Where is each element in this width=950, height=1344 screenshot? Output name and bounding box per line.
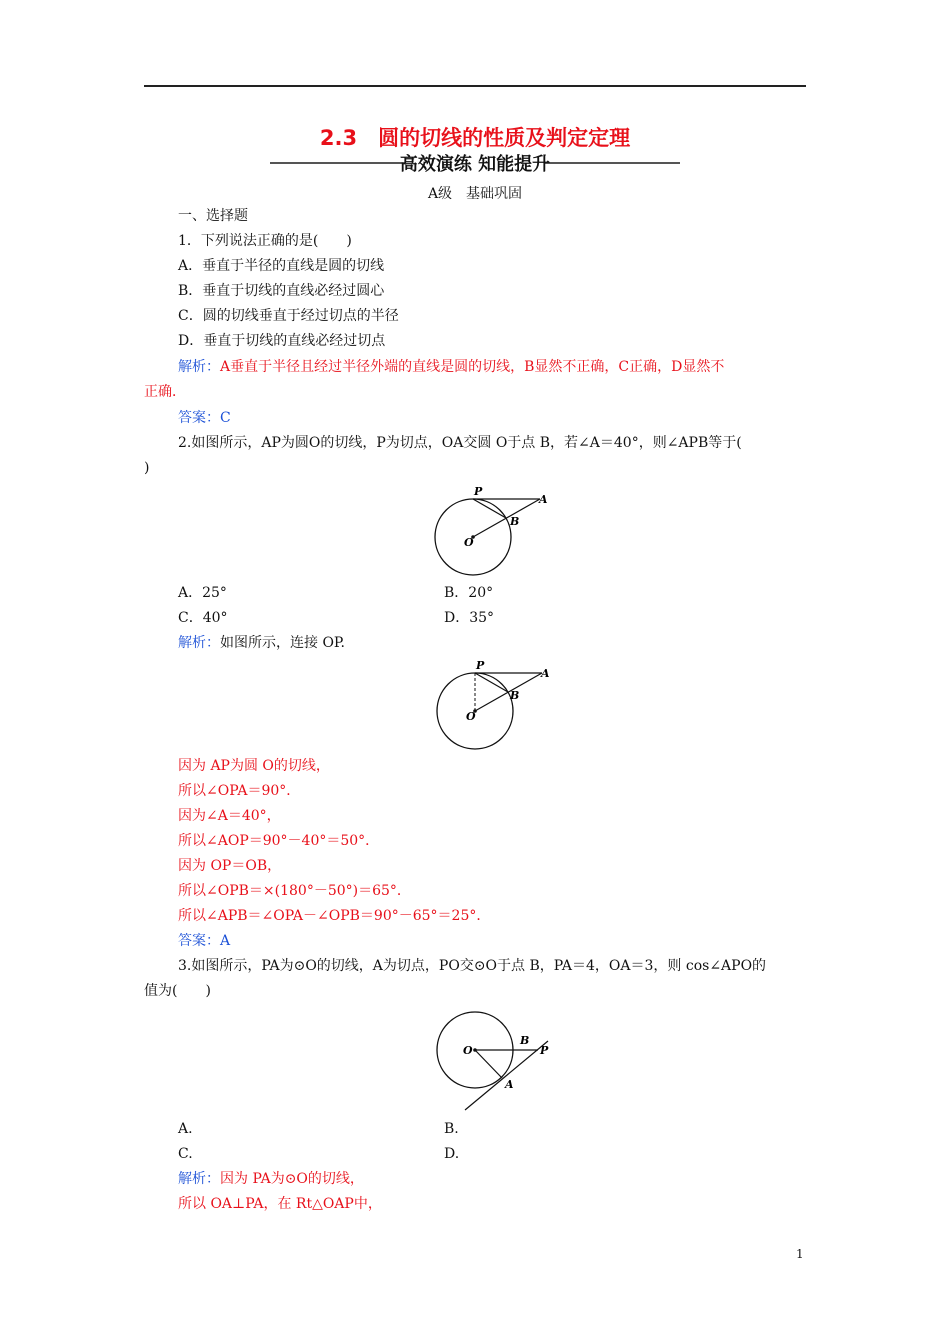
- q2-option-a: A．25°: [178, 585, 227, 601]
- q2-analysis-label: 解析：: [178, 635, 220, 651]
- q3-analysis: [178, 1169, 364, 1189]
- banner: [270, 150, 680, 176]
- q3-option-c: C.: [178, 1146, 193, 1162]
- q2-stem-cont: ): [144, 460, 150, 476]
- q2-analysis-text: 如图所示，连接 OP.: [220, 635, 345, 651]
- q3-option-d: D.: [444, 1146, 460, 1162]
- q1-stem: 1．下列说法正确的是( ): [178, 233, 352, 249]
- q3-option-b: B.: [444, 1121, 459, 1137]
- q2-figure: [428, 482, 558, 578]
- label-o: O: [463, 1044, 473, 1057]
- tangent-line: [465, 1041, 548, 1110]
- page-number: 1: [796, 1247, 804, 1261]
- q2-solution-figure: [430, 656, 560, 752]
- label-p: P: [476, 659, 485, 672]
- q3-stem: 3.如图所示，PA为⊙O的切线，A为切点，PO交⊙O于点 B，PA＝4，OA＝3，则 cos∠APO的: [178, 958, 767, 974]
- q3-option-a: A.: [178, 1121, 193, 1137]
- center-dot: [473, 1048, 477, 1052]
- q3-stem-cont: 值为( ): [144, 983, 211, 999]
- label-b: B: [510, 515, 520, 528]
- q1-answer: 答案：C: [178, 410, 231, 426]
- q2-stem: 2.如图所示，AP为圆O的切线，P为切点，OA交圆 O于点 B，若∠A＝40°，则∠APB等于(: [178, 435, 742, 451]
- banner-text: 高效演练 知能提升: [399, 154, 551, 175]
- label-p: P: [474, 485, 483, 498]
- q2-option-d: D．35°: [444, 610, 495, 626]
- q3-figure: [430, 1008, 560, 1113]
- label-a: A: [505, 1078, 514, 1091]
- q2-analysis: [178, 633, 345, 653]
- page-title: 2.3 圆的切线的性质及判定定理: [319, 126, 631, 150]
- q1-analysis: [178, 357, 724, 377]
- segment-oa: [475, 1050, 502, 1078]
- q3-analysis-label: 解析：: [178, 1171, 220, 1187]
- label-o: O: [466, 710, 476, 723]
- label-a: A: [541, 667, 550, 680]
- q2-option-b: B．20°: [444, 585, 494, 601]
- q1-analysis-cont: 正确．: [144, 384, 186, 400]
- segment-pb: [473, 499, 506, 518]
- q1-analysis-label: 解析：: [178, 359, 220, 375]
- q3-analysis-text: 因为 PA为⊙O的切线，: [220, 1171, 364, 1187]
- q2-option-c: C．40°: [178, 610, 228, 626]
- segment-pb: [475, 673, 508, 692]
- q1-option-c: C．圆的切线垂直于经过切点的半径: [178, 308, 399, 324]
- label-p: P: [540, 1044, 549, 1057]
- level-heading: A级 基础巩固: [427, 186, 523, 202]
- q2-answer: 答案：A: [178, 933, 231, 949]
- label-b: B: [510, 689, 520, 702]
- q2-solution-line: 所以∠AOP＝90°－40°＝50°．: [178, 833, 380, 849]
- label-a: A: [539, 493, 548, 506]
- q2-solution-line: 所以∠OPB＝×(180°－50°)＝65°．: [178, 883, 411, 899]
- q2-solution-line: 因为∠A＝40°，: [178, 808, 281, 824]
- label-o: O: [464, 536, 474, 549]
- q2-solution-line: 因为 OP＝OB，: [178, 858, 282, 874]
- q1-option-a: A．垂直于半径的直线是圆的切线: [178, 258, 385, 274]
- q1-option-d: D．垂直于切线的直线必经过切点: [178, 333, 386, 349]
- q2-solution-line: 因为 AP为圆 O的切线，: [178, 758, 330, 774]
- section-heading: 一、选择题: [178, 208, 248, 224]
- q3-solution-line: 所以 OA⊥PA，在 Rt△OAP中，: [178, 1196, 382, 1212]
- q2-solution-line: 所以∠OPA＝90°．: [178, 783, 301, 799]
- label-b: B: [520, 1034, 530, 1047]
- q1-analysis-text: A垂直于半径且经过半径外端的直线是圆的切线，B显然不正确，C正确，D显然不: [220, 359, 725, 375]
- q1-option-b: B．垂直于切线的直线必经过圆心: [178, 283, 385, 299]
- q2-solution-line: 所以∠APB＝∠OPA－∠OPB＝90°－65°＝25°．: [178, 908, 491, 924]
- header-rule: [144, 85, 806, 87]
